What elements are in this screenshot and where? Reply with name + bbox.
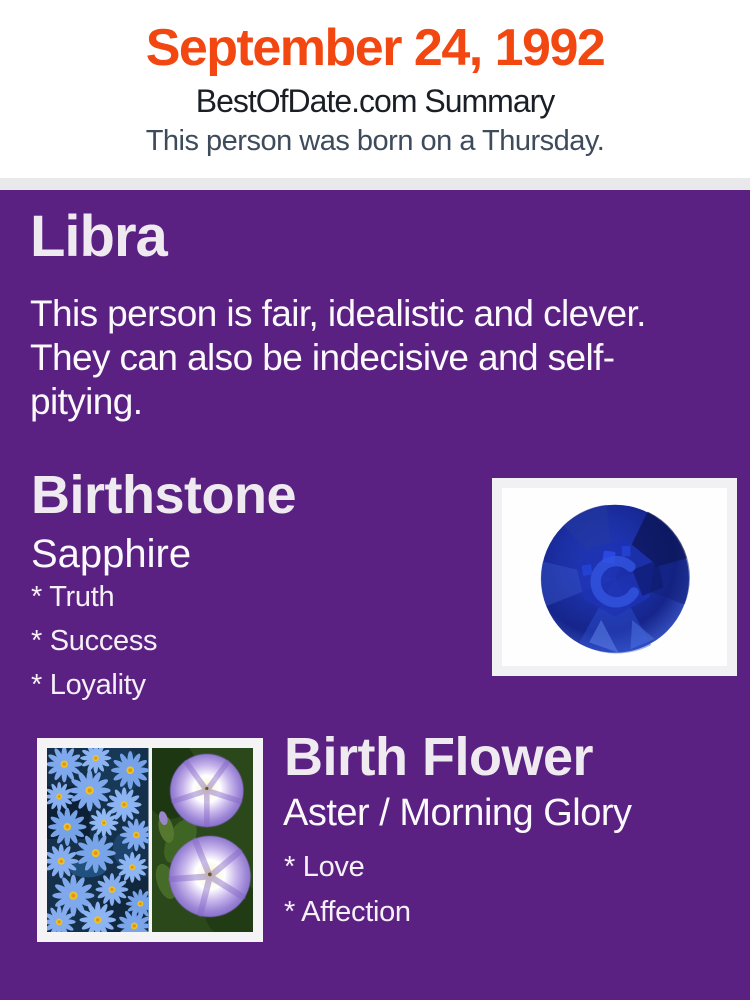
zodiac-title: Libra: [30, 204, 167, 269]
birth-flower-trait: * Love: [284, 851, 365, 883]
site-summary-label: BestOfDate.com Summary: [195, 83, 555, 119]
blue-asters-photo-icon: [47, 748, 149, 932]
birth-flower-image-card: [37, 738, 263, 942]
born-day-line: This person was born on a Thursday.: [145, 125, 605, 157]
birthstone-trait: * Loyality: [31, 669, 146, 701]
birthstone-trait: * Success: [31, 625, 158, 657]
main-panel: [0, 190, 750, 1000]
sapphire-gem-icon: [529, 491, 701, 663]
birthstone-name: Sapphire: [31, 532, 192, 576]
birthstone-image-card: [492, 478, 737, 676]
birth-flower-section-title: Birth Flower: [284, 727, 594, 787]
birthstone-trait: * Truth: [31, 581, 115, 613]
birthstone-section-title: Birthstone: [31, 465, 296, 525]
zodiac-description: This person is fair, idealistic and clever. They can also be indecisive and self-pitying.: [30, 293, 646, 422]
page-title-date: September 24, 1992: [145, 19, 605, 77]
birth-flower-trait: * Affection: [284, 896, 411, 928]
header-divider: [0, 178, 750, 190]
birth-flower-name: Aster / Morning Glory: [283, 792, 632, 834]
morning-glory-photo-icon: [152, 748, 254, 932]
birthstone-image-background: [502, 488, 727, 666]
